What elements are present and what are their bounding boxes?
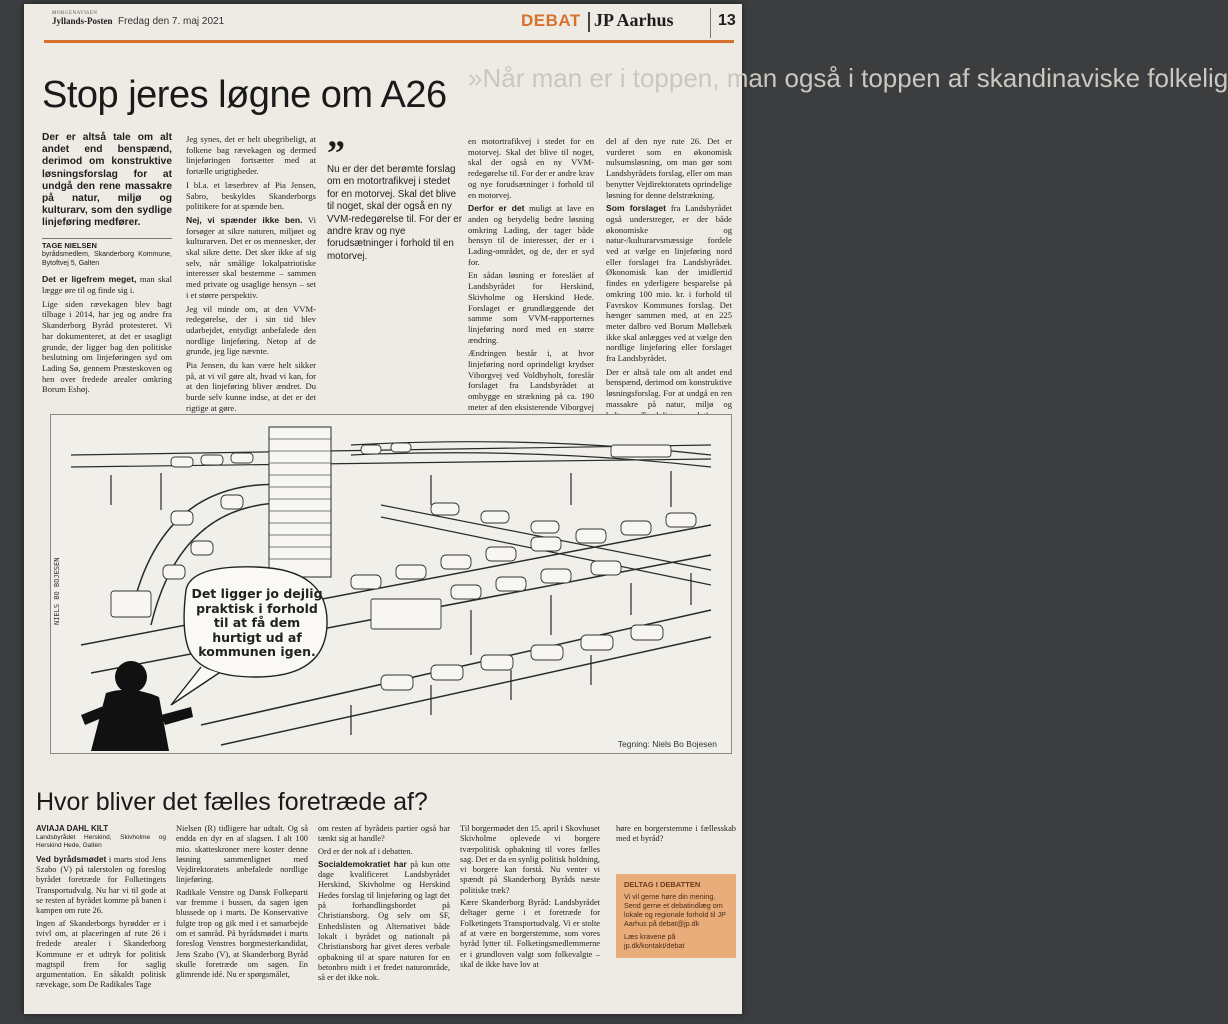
cartoon-signature: NIELS BO BOJESEN <box>53 557 61 625</box>
masthead <box>24 4 742 44</box>
article1-column-1 <box>42 132 172 398</box>
article1-paragraph: Jeg synes, det er helt ubegribeligt, at folkene bag rævekagen og dermed linjeføringen fortsætter med at fortælle urigtigheder. <box>186 134 316 177</box>
article1-paragraph: Nej, vi spænder ikke ben. Vi forsøger at sikre naturen, miljøet og kulturarven. Det er os mennesker, der skal sikre dette. Det sker ikke af sig selv, når smålige lokalpatriotiske interesser skal bestemme – sammen med private og usaglige hensyn – set i et større perspektiv. <box>186 214 316 300</box>
masthead-rule <box>44 40 734 43</box>
article1-lead: Der er altså tale om alt andet end benspænd, derimod om konstruktive løsningsforslag for at undgå den rene massakre på natur, miljø og kulturarv, som den sydlige linjeføring medfører. <box>42 132 172 229</box>
article1-paragraph: en motortrafikvej i stedet for en motorvej. Skal det blive til noget, skal der også en ny VVM-redegørelse til. For der er andre krav og nye forudsætninger i forhold til en motorvej. <box>468 136 594 200</box>
article2-author-desc: Landsbyrådet Herskind, Skivholme og Herskind Hede, Galten <box>36 834 166 850</box>
article2-author: AVIAJA DAHL KILT <box>36 824 109 833</box>
article2-paragraph: Kære Skanderborg Byråd: Landsbyrådet deltager gerne i et foretræde for Folketingets Transportudvalg. Vi er stolte af at være en borgerstemme, som vores byråd lytter til. Folketingsmedlemmerne er i grundloven valgt som folkevalgte – skal de ikke have lov at <box>460 898 600 969</box>
article1-paragraph: Derfor er det muligt at lave en anden og betydelig bedre løsning omkring Lading, der tager både hensyn til de interesser, der er i Lading-området, og de, der er syd for. <box>468 203 594 267</box>
article2-paragraph: om resten af byrådets partier også har tænkt sig at handle? <box>318 824 450 844</box>
article2-column-3 <box>318 824 450 985</box>
article1-paragraph: del af den nye rute 26. Det er vurderet som en økonomisk nulsumsløsning, om man gør som Landsbyrådets forslag, eller om man benytter Vejdirektoratets oprindelige løsning for denne delstrækning. <box>606 136 732 200</box>
article2-headline: Hvor bliver det fælles foretræde af? <box>36 788 428 816</box>
cartoon-speech-bubble: Det ligger jo dejlig praktisk i forhold til at få dem hurtigt ud af kommunen igen. <box>191 586 323 659</box>
article2-column-5 <box>616 824 736 847</box>
article2-paragraph: Radikale Venstre og Dansk Folkeparti var fremme i bussen, da sagen igen blussede op i marts. De Konservative fulgte trop og gik med i et samarbejde om et samråd. På byrådsmødet i marts foreslog Venstres borgmesterkandidat, Jens Szabo (V), at Skanderborg Byråd skulle foretræde om sagen. En glimrende idé. Nu er spørgsmålet, <box>176 887 308 980</box>
article1-paragraph: I bl.a. et læserbrev af Pia Jensen, Sabro, beskyldes Skanderborgs politikere for at spænde ben. <box>186 179 316 212</box>
infobox-text: Vi vil gerne høre din mening. Send gerne et debatindlæg om lokale og regionale forhold til JP Aarhus på debat@jp.dk <box>624 892 726 928</box>
article2-column-2 <box>176 824 308 982</box>
article1-column-2 <box>186 134 316 430</box>
article1-paragraph: En sådan løsning er foreslået af Landsbyrådet for Herskind, Skivholme og Herskind Hede. Forslaget er grundlæggende det samme som VVM-rapporternes linjeføring nord med en større ændring. <box>468 270 594 345</box>
page-number: 13 <box>718 12 736 29</box>
author-rule <box>42 238 172 239</box>
article1-paragraph: Pia Jensen, du kan være helt sikker på, at vi vil gøre alt, hvad vi kan, for at den linjeføring bliver ændret. Du burde selv kunne indse, at det er det rigtige at gøre. <box>186 360 316 413</box>
article1-paragraph: Som forslaget fra Landsbyrådet også understreger, er der både økonomiske og natur-/kulturarvsmæssige fordele ved at vælge en linjeføring nord eller forslaget fra Landsbyrådet. Økonomisk kan der imidlertid findes en yderligere besparelse på omkring 100 mio. kr. i forhold til Favrskov Kommunes forslag. Det hænger sammen med, at en 225 meter dalbro ved Borum Møllebæk ikke skal anlægges ved at vælge den nordlige linjeføring eller forslaget fra Landsbyrådet. <box>606 203 732 364</box>
article2-paragraph: Ord er der nok af i debatten. <box>318 846 413 856</box>
debate-info-box <box>616 874 736 958</box>
article1-author-desc: byrådsmedlem, Skanderborg Kommune, Bytoftvej 5, Galten <box>42 251 172 267</box>
article1-paragraph: Der er altså tale om alt andet end benspænd, derimod om konstruktive løsningsforslag. For at undgå en ren massakre på natur, miljø og <box>606 366 732 409</box>
article2-paragraph: Til borgermødet den 15. april i Skovhuset Skivholme oplevede vi borgere tværpolitisk opbakning til vores fælles sag. Det er da en synlig politisk holdning, vi borgere kan forstå. Nu venter vi spændt på Skanderborg Byråds næste politiske træk? <box>460 824 600 895</box>
article2-column-1 <box>36 824 166 993</box>
article1-author: TAGE NIELSEN <box>42 240 97 250</box>
logo-tagline: MORGENAVISEN <box>52 11 98 16</box>
pull-quote: Nu er der det berømte forslag om en motortrafikvej i stedet for en motorvej. Skal det blive til noget, skal der også en ny VVM-redegørelse til. For der er andre krav og nye forudsætninger i forhold til en motorvej. <box>327 164 463 262</box>
article2-paragraph: Socialdemokratiet har på kun otte dage kvalificeret Landsbyrådet Herskind, Skivholme og Herskind Hedes forslag til linjeføring og lagt det på forhandlingsbordet på Christiansborg. Og selv om SF, Enhedslisten og Alternativet både lokalt i byrådet og nationalt på Christiansborg har givet deres verbale opbakning til at spare naturen for en betonbro midt i et fredet naturområde, så er det ikke nok. <box>318 858 451 983</box>
article1-paragraph: Ændringen består i, at hvor linjeføring nord oprindeligt krydser Viborgvej ved Voldbyholt, foreslår forslaget fra Landsbyrådet at ombygge en strækning på ca. 190 meter af den eksisterende Viborgvej <box>468 348 594 412</box>
article2-paragraph: Nielsen (R) tidligere har udtalt. Og så endda en dyr en af slagsen. I alt 100 mio. skatteskroner mere koster denne løsning sammenlignet med Vejdirektoratets anbefalede nordlige linjeføring. <box>176 824 308 885</box>
section-label: DEBAT <box>521 11 581 30</box>
article2-paragraph: høre en borgerstemme i fællesskab med et byråd? <box>616 824 736 844</box>
article1-column-4 <box>468 136 594 426</box>
article1-column-5 <box>606 136 732 423</box>
newspaper-page <box>24 4 1228 1014</box>
logo-name: Jyllands-Posten <box>52 16 113 26</box>
newspaper-logo <box>52 11 114 26</box>
article1-paragraph: Lige siden rævekagen blev bagt tilbage i 2014, har jeg og andre fra Skanderborg Byråd protesteret. Vi har dokumenteret, at det er usagligt grunde, der ligger bag den politiske beslutning om linjeføringen syd om Lading Sø, gennem Præsteskoven og hen over fredede arealer omkring Borum Eshøj. <box>42 298 172 395</box>
cartoon-credit: Tegning: Niels Bo Bojesen <box>617 739 717 749</box>
article2-paragraph: Ingen af Skanderborgs byrødder er i tvivl om, at placeringen af rute 26 i fredede arealer i Skanderborg Kommune er et udtryk for politisk magtspil frem for saglig argumentation. En såkaldt politisk rævekage, som De Radikales Tage <box>36 918 166 990</box>
editorial-cartoon <box>50 414 732 754</box>
quote-mark-icon: ” <box>327 133 345 173</box>
bleed-through-text: »Når man er i toppen, man også i toppen af skandinaviske folkelig <box>468 63 1228 93</box>
page-number-divider <box>710 8 711 38</box>
article2-paragraph: Ved byrådsmødet i marts stod Jens Szabo (V) på talerstolen og foreslog byrådet foretræde for Folketingets Transportudvalg. Nu har vi til gode at se resten af byrådet komme på banen i kampen om rute 26. <box>36 853 166 916</box>
cartoon-drawing <box>51 415 731 753</box>
infobox-title: DELTAG I DEBATTEN <box>624 880 701 889</box>
article1-paragraph: Jeg vil minde om, at den VVM-redegørelse, der i sin tid blev udarbejdet, entydigt anbefalede den nordlige linjeføring. Netop af de grunde, jeg lige nævnte. <box>186 303 316 357</box>
article2-column-4 <box>460 824 600 972</box>
edition-brand: JP Aarhus <box>594 10 674 30</box>
infobox-rules: Læs kravene på jp.dk/kontakt/debat <box>624 932 685 950</box>
article1-headline: Stop jeres løgne om A26 <box>42 74 447 116</box>
masthead-divider <box>588 12 590 32</box>
article1-paragraph: Det er ligefrem meget, man skal lægge øre til og finde sig i. <box>42 274 173 296</box>
issue-date: Fredag den 7. maj 2021 <box>118 16 225 27</box>
